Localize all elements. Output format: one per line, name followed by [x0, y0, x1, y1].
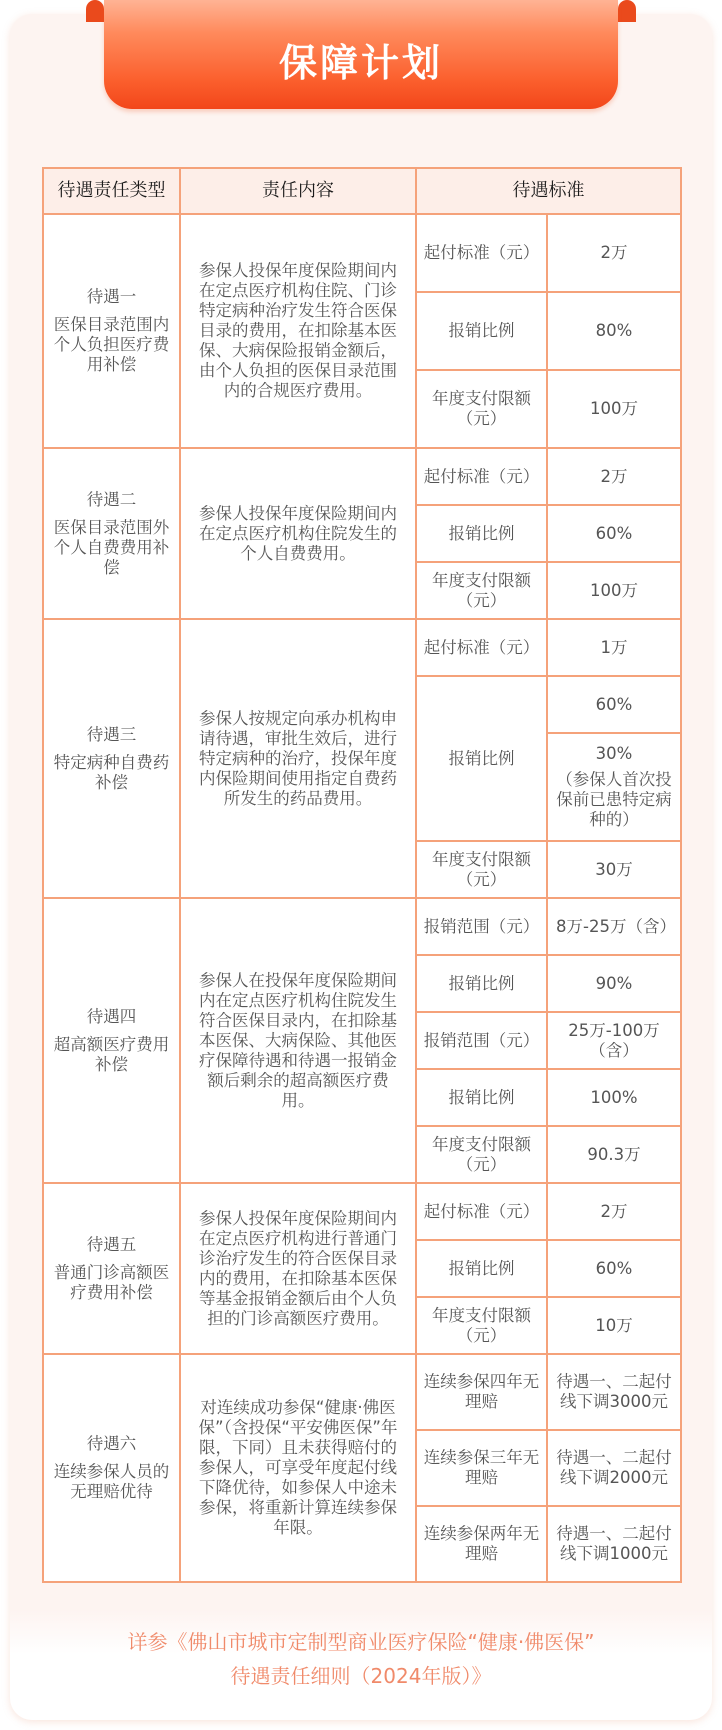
standard-value: 100%: [547, 1069, 681, 1126]
standard-label: 年度支付限额（元）: [416, 1297, 547, 1354]
benefit-number: 待遇五: [86, 1234, 137, 1254]
standard-value: 1万: [547, 619, 681, 676]
ribbon-curl-left-decoration: [86, 0, 104, 22]
standard-label: 年度支付限额（元）: [416, 562, 547, 619]
benefit-type: 医保目录范围内个人负担医疗费用补偿: [53, 315, 170, 374]
standard-label: 起付标准（元）: [416, 619, 547, 676]
standard-label: 连续参保两年无理赔: [416, 1506, 547, 1582]
standard-label: 报销范围（元）: [416, 1012, 547, 1069]
standard-value: 90%: [547, 955, 681, 1012]
column-header-type: 待遇责任类型: [43, 168, 180, 214]
standard-label: 报销比例: [416, 676, 547, 841]
benefit-content: 参保人投保年度保险期间内在定点医疗机构进行普通门诊治疗发生的符合医保目录内的费用，在扣除基本医保等基金报销金额后由个人负担的门诊高额医疗费用。: [199, 1208, 397, 1328]
coverage-plan-table: [42, 167, 682, 1583]
table-row: [43, 619, 681, 676]
standard-label: 起付标准（元）: [416, 448, 547, 505]
standard-label: 报销比例: [416, 1069, 547, 1126]
table-row: [43, 1183, 681, 1240]
standard-label: 报销比例: [416, 292, 547, 370]
standard-value: 90.3万: [547, 1126, 681, 1183]
benefit-type-cell: [43, 448, 180, 619]
benefit-number: 待遇三: [86, 724, 137, 744]
benefit-content: 参保人在投保年度保险期间内在定点医疗机构住院发生符合医保目录内，在扣除基本医保、大病保险、其他医疗保障待遇和待遇一报销金额后剩余的超高额医疗费用。: [199, 970, 397, 1110]
benefit-number: 待遇二: [86, 489, 137, 509]
benefit-number: 待遇四: [86, 1006, 137, 1026]
standard-value: 10万: [547, 1297, 681, 1354]
title-ribbon: [104, 0, 618, 109]
benefit-content: 参保人按规定向承办机构申请待遇，审批生效后，进行特定病种的治疗，投保年度内保险期间使用指定自费药所发生的药品费用。: [199, 708, 397, 808]
table-header-row: [43, 168, 681, 214]
footer-reference: [40, 1625, 682, 1693]
column-header-standard: 待遇标准: [416, 168, 681, 214]
standard-value: 待遇一、二起付线下调2000元: [547, 1430, 681, 1506]
benefit-number: 待遇一: [86, 287, 137, 306]
column-header-content: 责任内容: [180, 168, 416, 214]
standard-label: 报销比例: [416, 955, 547, 1012]
benefit-number: 待遇六: [86, 1434, 137, 1453]
table-row: [43, 1354, 681, 1430]
standard-value: 2万: [547, 448, 681, 505]
benefit-content-cell: [180, 619, 416, 898]
standard-value: 2万: [547, 1183, 681, 1240]
standard-label: 起付标准（元）: [416, 1183, 547, 1240]
benefit-type: 连续参保人员的无理赔优待: [53, 1462, 170, 1501]
footer-reference-line-1: 详参《佛山市城市定制型商业医疗保险“健康·佛医保”: [127, 1630, 595, 1654]
table-row: [43, 214, 681, 292]
standard-value: 100万: [547, 562, 681, 619]
standard-value: 8万-25万（含）: [547, 898, 681, 955]
benefit-type-cell: [43, 619, 180, 898]
benefit-type-cell: [43, 1183, 180, 1354]
standard-value-with-note: [547, 733, 681, 841]
standard-value: 2万: [547, 214, 681, 292]
standard-label: 年度支付限额（元）: [416, 841, 547, 898]
table-row: [43, 448, 681, 505]
benefit-content: 参保人投保年度保险期间内在定点医疗机构住院发生的个人自费费用。: [199, 503, 397, 563]
standard-label: 报销范围（元）: [416, 898, 547, 955]
benefit-content-cell: [180, 1354, 416, 1582]
standard-value: 100万: [547, 370, 681, 448]
benefit-content: 对连续成功参保“健康·佛医保”（含投保“平安佛医保”年限，下同）且未获得赔付的参保人，可享受年度起付线下降优待，如参保人中途未参保，将重新计算连续参保年限。: [198, 1398, 398, 1537]
benefit-type-cell: [43, 1354, 180, 1582]
standard-label: 连续参保三年无理赔: [416, 1430, 547, 1506]
standard-value: 30%: [595, 744, 633, 763]
benefit-type: 特定病种自费药补偿: [53, 752, 170, 792]
standard-label: 报销比例: [416, 1240, 547, 1297]
standard-value: 待遇一、二起付线下调3000元: [547, 1354, 681, 1430]
standard-value: 25万-100万（含）: [547, 1012, 681, 1069]
standard-label: 连续参保四年无理赔: [416, 1354, 547, 1430]
benefit-type: 超高额医疗费用补偿: [53, 1034, 170, 1074]
table-row: [43, 898, 681, 955]
standard-value: 60%: [547, 676, 681, 733]
benefit-content-cell: [180, 898, 416, 1183]
ribbon-curl-right-decoration: [618, 0, 636, 22]
benefit-type-cell: [43, 898, 180, 1183]
benefit-type: 普通门诊高额医疗费用补偿: [53, 1262, 170, 1302]
footer-reference-line-2: 待遇责任细则（2024年版）》: [230, 1664, 492, 1688]
page-title: 保障计划: [278, 41, 443, 85]
standard-label: 年度支付限额（元）: [416, 370, 547, 448]
standard-value: 待遇一、二起付线下调1000元: [547, 1506, 681, 1582]
standard-label: 年度支付限额（元）: [416, 1126, 547, 1183]
benefit-content-cell: [180, 214, 416, 448]
standard-note: （参保人首次投保前已患特定病种的）: [556, 770, 672, 829]
standard-label: 起付标准（元）: [416, 214, 547, 292]
benefit-type-cell: [43, 214, 180, 448]
standard-value: 80%: [547, 292, 681, 370]
benefit-content-cell: [180, 1183, 416, 1354]
benefit-type: 医保目录范围外个人自费费用补偿: [53, 517, 170, 577]
standard-value: 60%: [547, 1240, 681, 1297]
standard-value: 30万: [547, 841, 681, 898]
benefit-content: 参保人投保年度保险期间内在定点医疗机构住院、门诊特定病种治疗发生符合医保目录的费用，在扣除基本医保、大病保险报销金额后，由个人负担的医保目录范围内的合规医疗费用。: [199, 261, 397, 400]
standard-value: 60%: [547, 505, 681, 562]
standard-label: 报销比例: [416, 505, 547, 562]
benefit-content-cell: [180, 448, 416, 619]
